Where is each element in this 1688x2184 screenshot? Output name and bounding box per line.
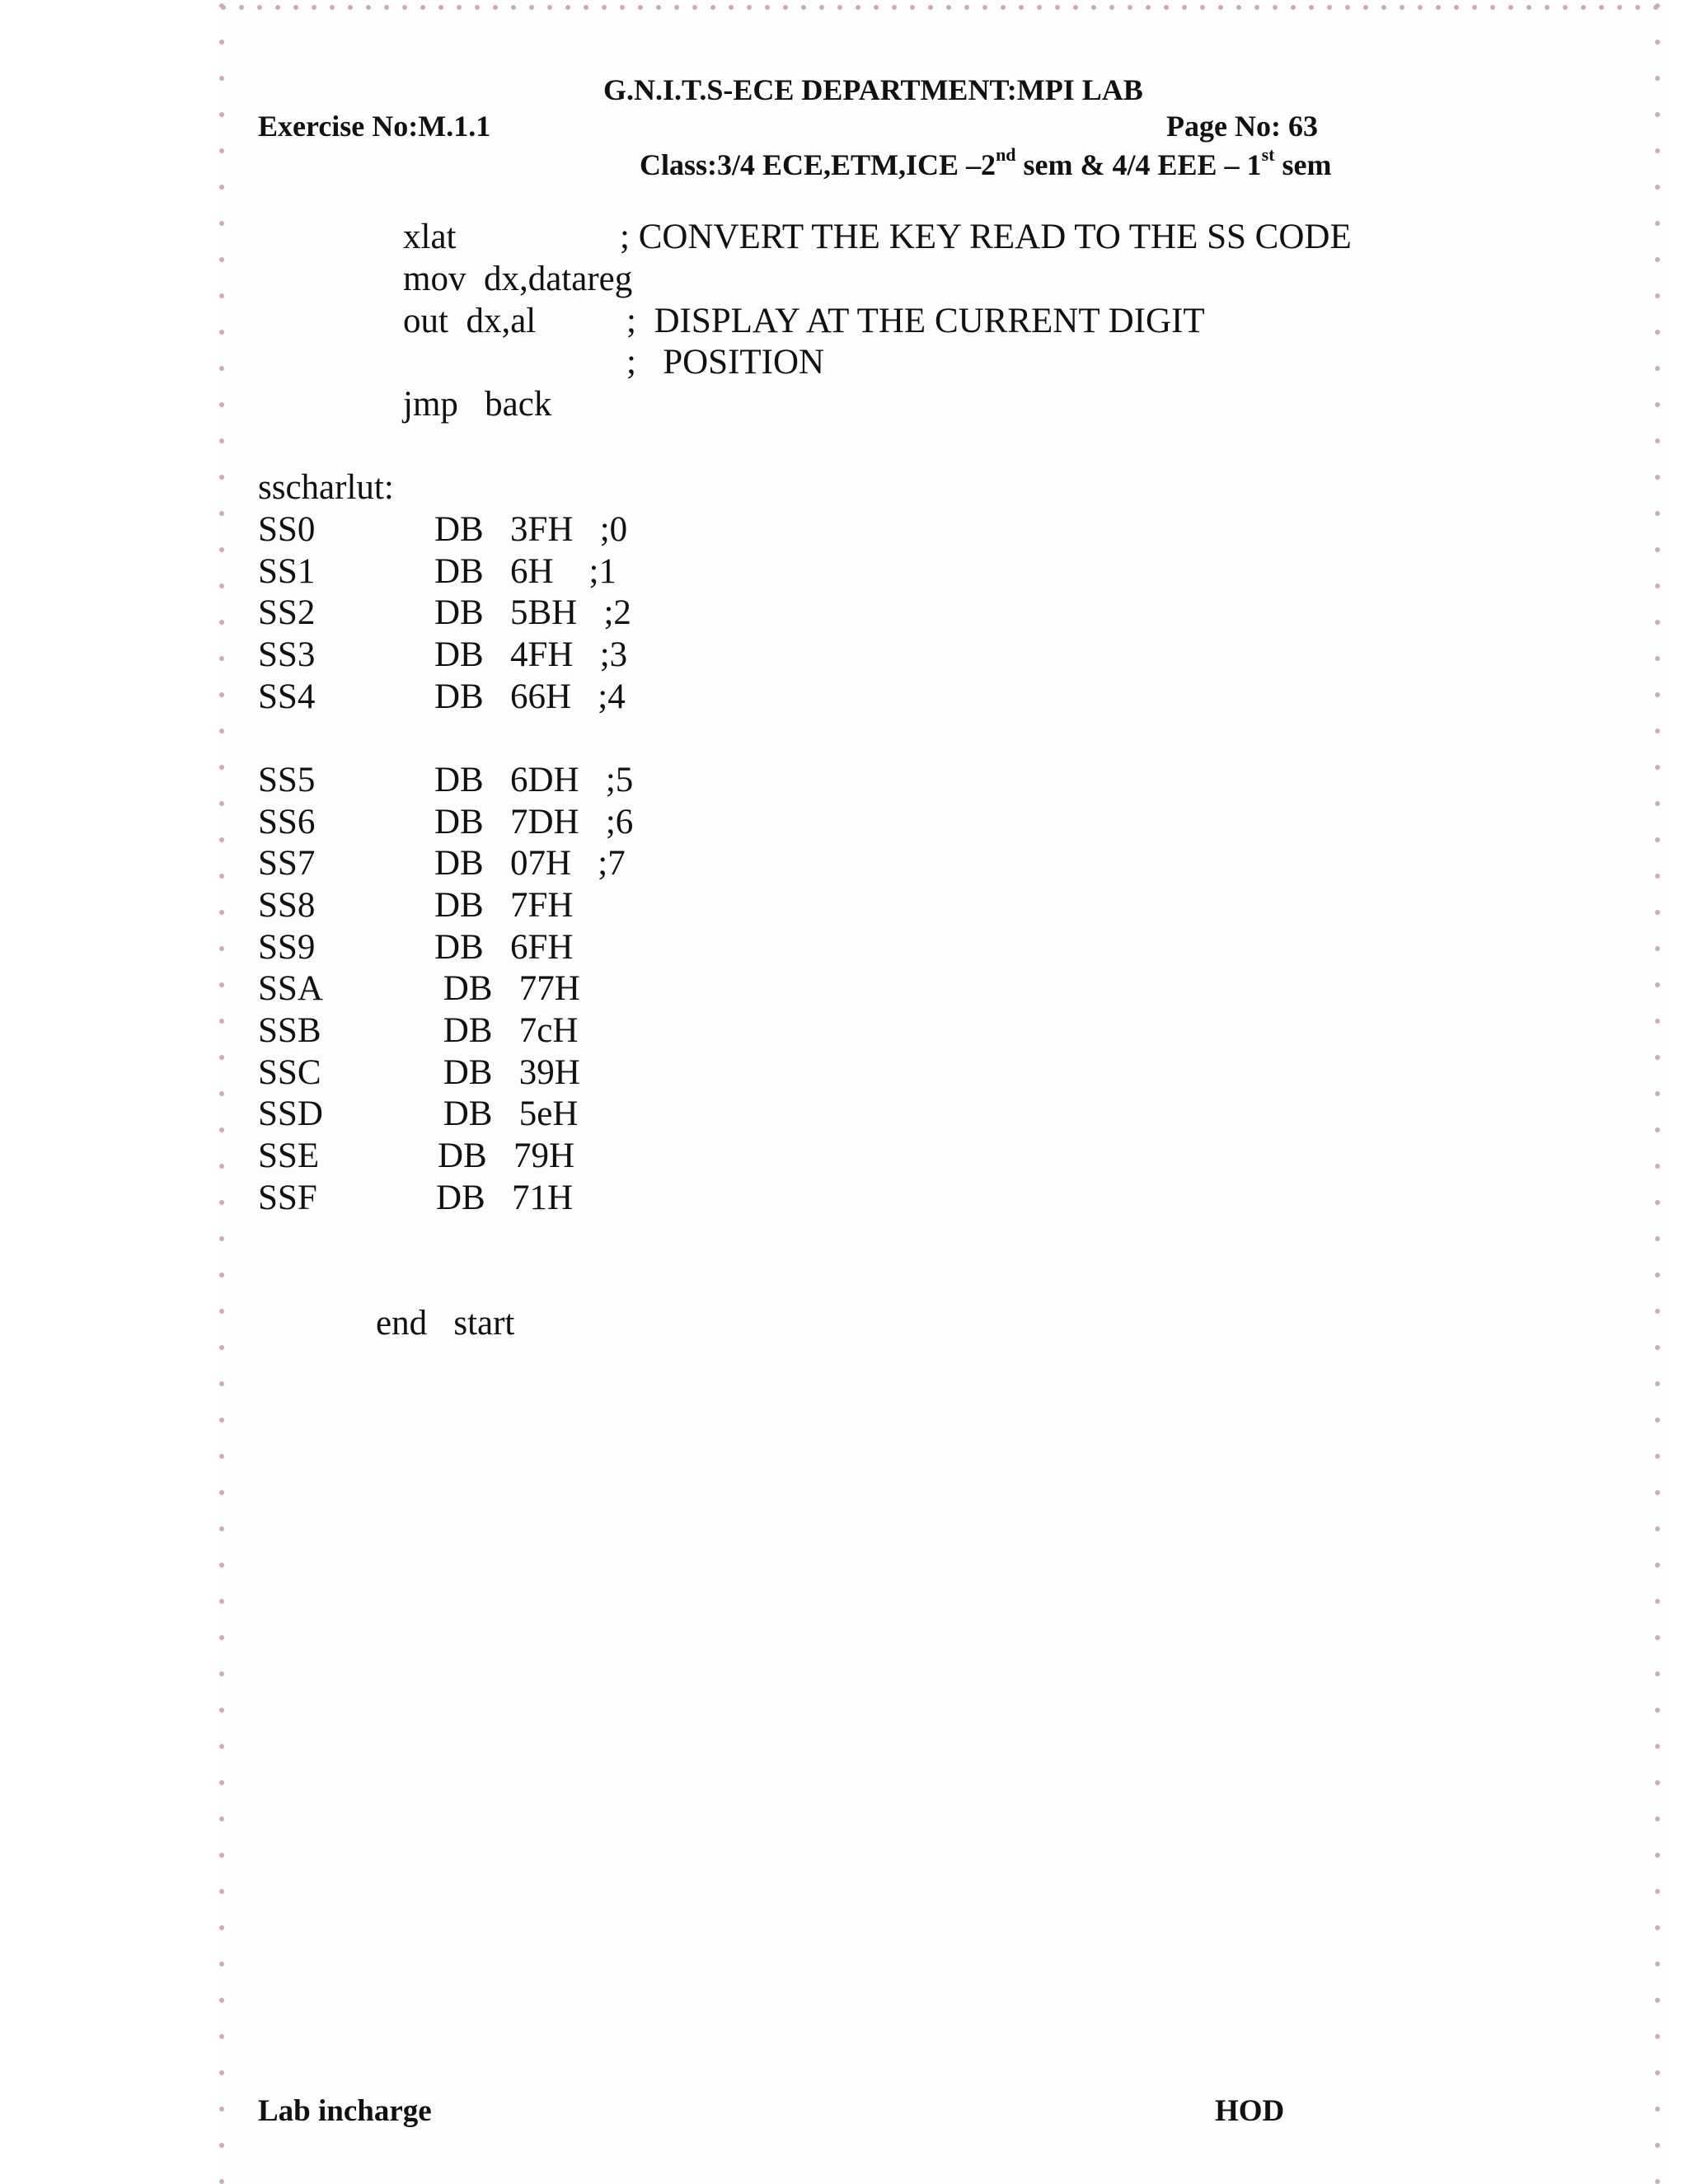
- table-row-value: DB 39H: [434, 1053, 580, 1092]
- code-instruction-1: xlat: [403, 218, 457, 256]
- table-row-label: SSB: [258, 1011, 321, 1050]
- table-row-value: DB 6DH ;5: [434, 761, 634, 799]
- table-row-label: SS2: [258, 593, 316, 632]
- table-row-label: SSF: [258, 1179, 317, 1217]
- footer-hod: HOD: [1215, 2094, 1285, 2128]
- decorative-border-top: [218, 2, 1667, 13]
- class-info-sup-2: st: [1261, 144, 1275, 165]
- table-label: sscharlut:: [258, 468, 394, 507]
- end-directive: end start: [376, 1304, 515, 1343]
- table-row-label: SS0: [258, 510, 316, 549]
- table-row-value: DB 77H: [434, 969, 580, 1008]
- code-instruction-2: mov dx,datareg: [403, 260, 633, 298]
- table-row-value: DB 07H ;7: [434, 844, 626, 883]
- table-row-label: SS8: [258, 886, 316, 925]
- table-row-value: DB 71H: [436, 1179, 574, 1217]
- table-row-value: DB 5BH ;2: [434, 593, 631, 632]
- table-row-value: DB 6FH: [434, 928, 574, 967]
- page-number: Page No: 63: [1166, 110, 1318, 143]
- class-info-prefix: Class:3/4 ECE,ETM,ICE –2: [640, 148, 996, 181]
- decorative-border-right: [1652, 0, 1663, 2184]
- table-row-value: DB 7DH ;6: [434, 803, 634, 841]
- page-title: G.N.I.T.S-ECE DEPARTMENT:MPI LAB: [603, 73, 1143, 106]
- table-row-label: SS7: [258, 844, 316, 883]
- table-row-label: SSD: [258, 1094, 323, 1133]
- table-row-label: SSA: [258, 969, 323, 1008]
- code-comment-3: ; DISPLAY AT THE CURRENT DIGIT: [626, 302, 1205, 340]
- table-row-value: DB 5eH: [434, 1094, 579, 1133]
- class-info-sup-1: nd: [996, 144, 1016, 165]
- table-row-value: DB 6H ;1: [434, 552, 617, 591]
- table-row-value: DB 7FH: [434, 886, 574, 925]
- footer-lab-incharge: Lab incharge: [258, 2094, 432, 2128]
- table-row-value: DB 3FH ;0: [434, 510, 628, 549]
- table-row-label: SS5: [258, 761, 316, 799]
- table-row-label: SS9: [258, 928, 316, 967]
- table-row-label: SS1: [258, 552, 316, 591]
- code-comment-4: ; POSITION: [626, 343, 825, 382]
- table-row-value: DB 79H: [438, 1137, 575, 1175]
- table-row-label: SSC: [258, 1053, 321, 1092]
- table-row-value: DB 66H ;4: [434, 677, 626, 716]
- exercise-number: Exercise No:M.1.1: [258, 110, 491, 143]
- table-row-value: DB 4FH ;3: [434, 635, 628, 674]
- code-instruction-5: jmp back: [403, 385, 552, 424]
- table-row-label: SS6: [258, 803, 316, 841]
- code-instruction-3: out dx,al: [403, 302, 537, 340]
- table-row-label: SSE: [258, 1137, 320, 1175]
- decorative-border-left: [216, 0, 227, 2184]
- class-info-middle: sem & 4/4 EEE – 1: [1015, 148, 1262, 181]
- table-row-value: DB 7cH: [434, 1011, 579, 1050]
- table-row-label: SS4: [258, 677, 316, 716]
- class-info-suffix: sem: [1274, 148, 1332, 181]
- code-comment-1: ; CONVERT THE KEY READ TO THE SS CODE: [620, 218, 1352, 256]
- table-row-label: SS3: [258, 635, 316, 674]
- class-info: [640, 144, 1331, 182]
